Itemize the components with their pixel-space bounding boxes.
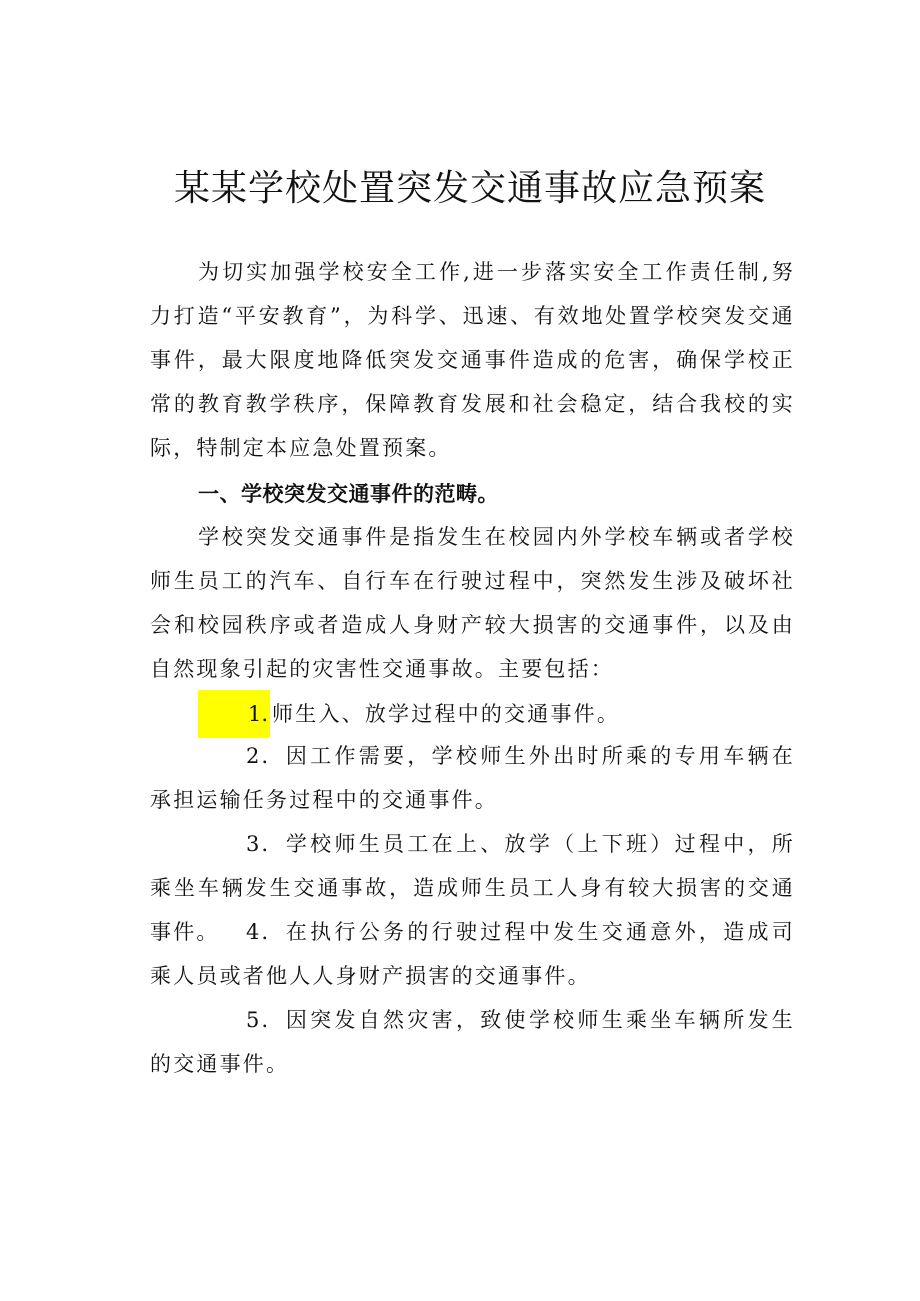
list-item-text-3: 学校师生员工在上、放学（上下班）过程中，所乘坐车辆发生交通事故，造成师生员工人身有较大损害的交通事件。 — [150, 832, 795, 944]
list-item-text-4: 在执行公务的行驶过程中发生交通意外，造成司乘人员或者他人人身财产损害的交通事件。 — [150, 920, 795, 988]
section-1-paragraph: 学校突发交通事件是指发生在校园内外学校车辆或者学校师生员工的汽车、自行车在行驶过程中，突然发生涉及破坏社会和校园秩序或者造成人身财产较大损害的交通事件，以及由自然现象引起的灾害性交通事故。主要包括： — [150, 525, 795, 681]
list-item-text-1: 师生入、放学过程中的交通事件。 — [272, 702, 621, 726]
list-item-4 — [150, 910, 795, 998]
list-item-number-2: 2． — [246, 744, 285, 768]
intro-paragraph: 为切实加强学校安全工作,进一步落实安全工作责任制,努力打造“平安教育”，为科学、迅速、有效地处置学校突发交通事件，最大限度地降低突发交通事件造成的危害，确保学校正常的教育教学秩序，保障教育发展和社会稳定，结合我校的实际，特制定本应急处置预案。 — [150, 260, 795, 460]
list-item-text-2: 因工作需要，学校师生外出时所乘的专用车辆在承担运输任务过程中的交通事件。 — [150, 744, 795, 812]
list-item-number-3: 3． — [246, 832, 285, 856]
section-heading-1: 一、学校突发交通事件的范畴。 — [198, 482, 499, 506]
list-item-1 — [150, 690, 795, 738]
list-item-number-5: 5． — [246, 1008, 285, 1032]
document-title: 某某学校处置突发交通事故应急预案 — [173, 168, 766, 209]
list-item-text-5: 因突发自然灾害，致使学校师生乘坐车辆所发生的交通事件。 — [150, 1008, 795, 1076]
list-item-2 — [150, 734, 795, 822]
list-item-5 — [150, 998, 795, 1086]
list-item-number-1: 1. — [198, 690, 270, 738]
list-item-number-4: 4． — [246, 920, 285, 944]
